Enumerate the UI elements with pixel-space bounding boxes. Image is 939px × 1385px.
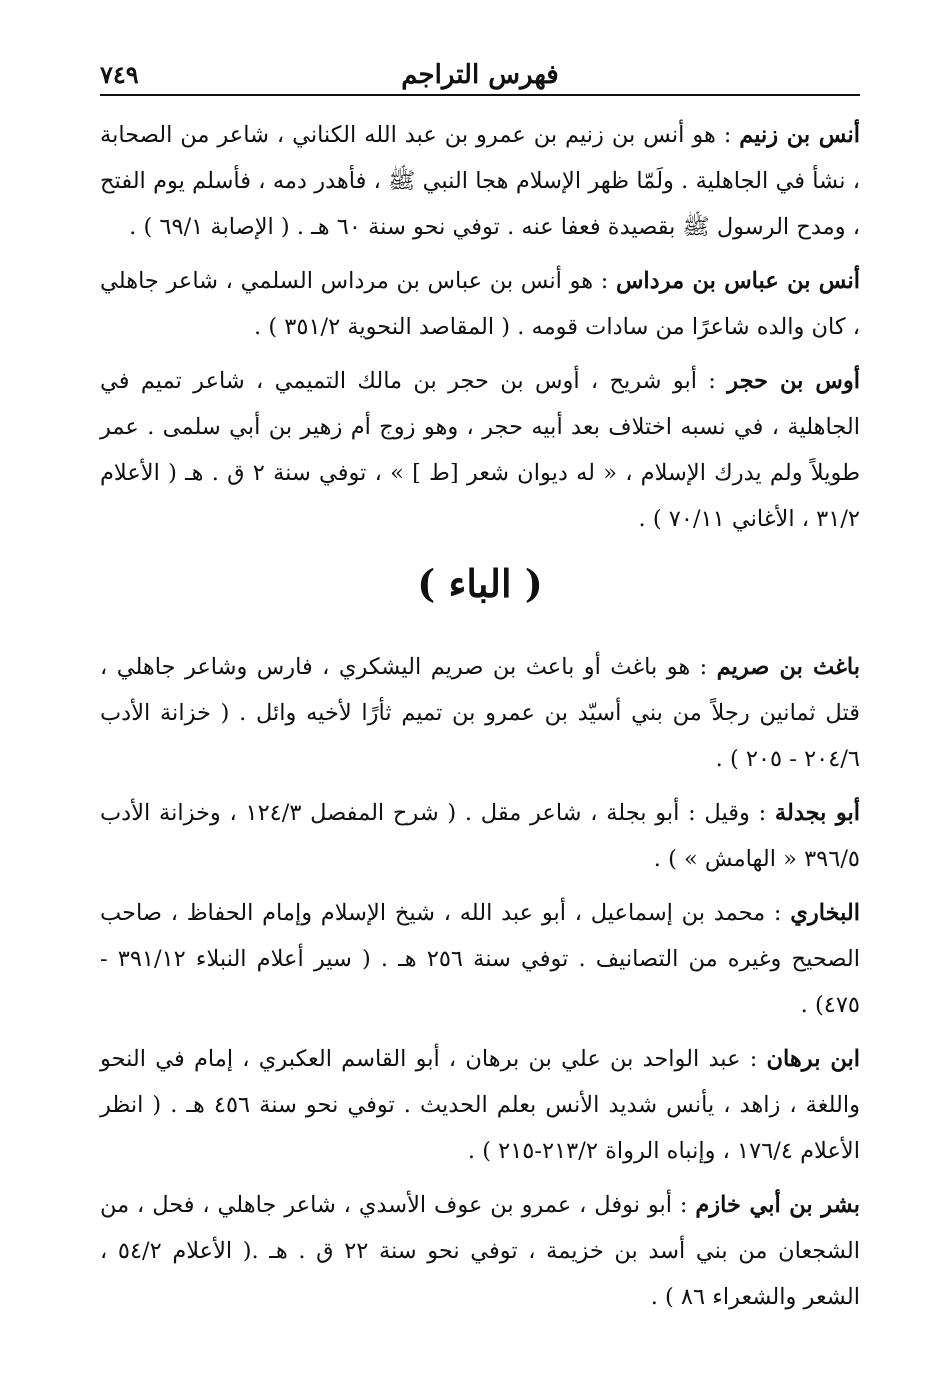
section-heading-baa: ( الباء ) bbox=[417, 561, 543, 606]
entry-text: : هو أنس بن زنيم بن عمرو بن عبد الله الكناني ، شاعر من الصحابة ، نشأ في الجاهلية . ولَمّا ظهر الإسلام هجا النبي ﷺ ، فأهدر دمه ، فأسلم يوم الفتح ، ومدح الرسول ﷺ بقصيدة فعفا عنه . توفي نحو سنة ٦٠ هـ . ( الإصابة ٦٩/١ ) . bbox=[100, 122, 860, 240]
entry-text: : أبو شريح ، أوس بن حجر بن مالك التميمي ، شاعر تميم في الجاهلية ، في نسبه اختلاف بعد أبيه حجر ، وهو زوج أم زهير بن أبي سلمى . عمر طويلاً ولم يدرك الإسلام ، « له ديوان شعر [ط ] » ، توفي سنة ٢ ق . هـ ( الأعلام ٣١/٢ ، الأغاني ٧٠/١١ ) . bbox=[100, 368, 860, 532]
entry-text: : هو باغث أو باعث بن صريم اليشكري ، فارس وشاعر جاهلي ، قتل ثمانين رجلاً من بني أسيّد بن عمرو بن تميم ثأرًا لأخيه وائل . ( خزانة الأدب ٢٠٤/٦ - ٢٠٥ ) . bbox=[100, 654, 860, 772]
entry-text: : هو أنس بن عباس بن مرداس السلمي ، شاعر جاهلي ، كان والده شاعرًا من سادات قومه . ( المقاصد النحوية ٣٥١/٢ ) . bbox=[100, 268, 860, 340]
running-title: فهرس التراجم bbox=[401, 60, 559, 90]
entry-text: : محمد بن إسماعيل ، أبو عبد الله ، شيخ الإسلام وإمام الحفاظ ، صاحب الصحيح وغيره من التصانيف . توفي سنة ٢٥٦ هـ . ( سير أعلام النبلاء ٣٩١/١٢ - ٤٧٥) . bbox=[100, 900, 860, 1018]
entry-bishr-bin-abi-khazim bbox=[100, 1182, 860, 1320]
entry-anas-bin-zunaym bbox=[100, 112, 860, 250]
entry-term: أنس بن عباس بن مرداس bbox=[615, 268, 860, 294]
entry-term: أوس بن حجر bbox=[727, 368, 860, 394]
running-head bbox=[100, 56, 860, 96]
entry-text: : أبو نوفل ، عمرو بن عوف الأسدي ، شاعر جاهلي ، فحل ، من الشجعان من بني أسد بن خزيمة ، توفي نحو سنة ٢٢ ق . هـ .( الأعلام ٥٤/٢ ، الشعر والشعراء ٨٦ ) . bbox=[100, 1192, 861, 1310]
page-number: ٧٤٩ bbox=[100, 60, 139, 89]
entry-abu-bajdala bbox=[100, 790, 860, 882]
entry-text: : وقيل : أبو بجلة ، شاعر مقل . ( شرح المفصل ١٢٤/٣ ، وخزانة الأدب ٣٩٦/٥ « الهامش » ) . bbox=[100, 800, 860, 872]
entry-baghith-bin-suraym bbox=[100, 644, 860, 782]
entry-term: بشر بن أبي خازم bbox=[695, 1192, 860, 1218]
header-rule bbox=[100, 94, 860, 96]
index-body bbox=[100, 112, 860, 1328]
entry-aws-bin-hajar bbox=[100, 358, 860, 542]
entry-term: أبو بجدلة bbox=[774, 800, 860, 826]
entry-term: باغث بن صريم bbox=[716, 654, 860, 680]
entry-al-bukhari bbox=[100, 890, 860, 1028]
entry-term: البخاري bbox=[790, 900, 860, 926]
entry-ibn-burhan bbox=[100, 1036, 860, 1174]
entry-text: : عبد الواحد بن علي بن برهان ، أبو القاسم العكبري ، إمام في النحو واللغة ، زاهد ، يأنس شديد الأنس بعلم الحديث . توفي نحو سنة ٤٥٦ هـ . ( انظر الأعلام ١٧٦/٤ ، وإنباه الرواة ٢١٣/٢-٢١٥ ) . bbox=[100, 1046, 860, 1164]
entry-anas-bin-abbas bbox=[100, 258, 860, 350]
entry-term: أنس بن زنيم bbox=[739, 122, 860, 148]
entry-term: ابن برهان bbox=[766, 1046, 860, 1072]
